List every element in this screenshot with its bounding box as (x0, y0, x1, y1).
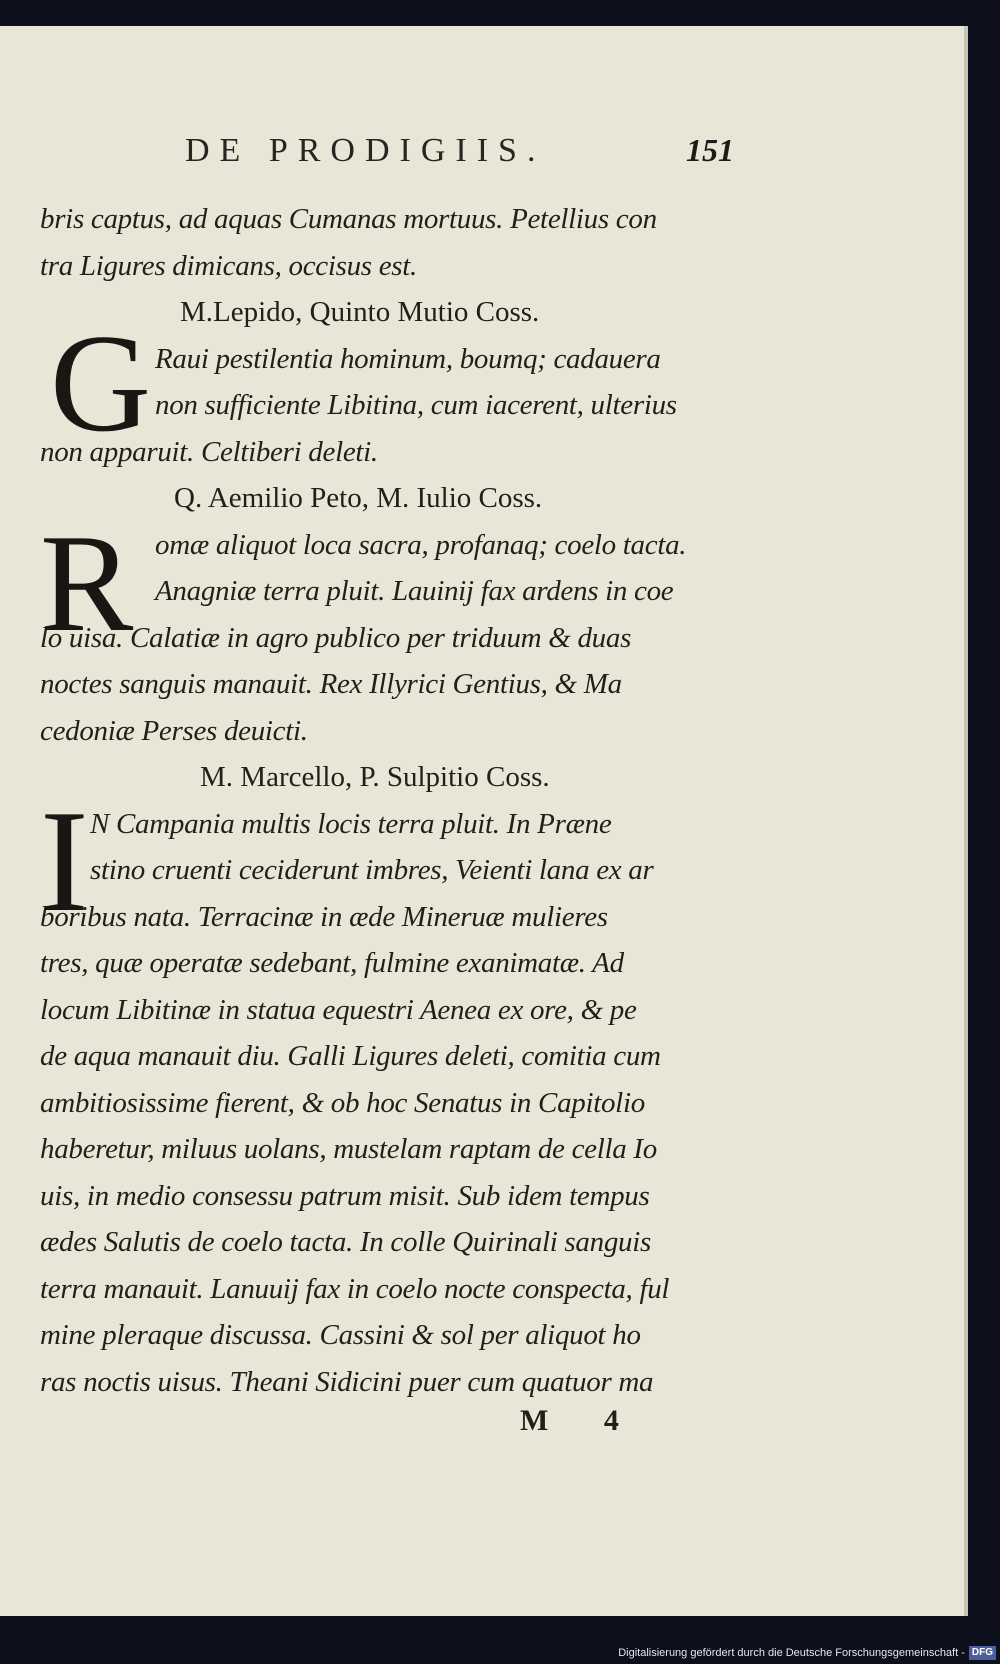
body-text (40, 196, 760, 1405)
book-page (0, 26, 968, 1616)
text-line: terra manauit. Lanuuij fax in coelo nocte conspecta, ful (40, 1272, 670, 1305)
drop-cap-r: R (40, 506, 134, 661)
text-line: uis, in medio consessu patrum misit. Sub idem tempus (40, 1179, 650, 1212)
text-line: ras noctis uisus. Theani Sidicini puer cum quatuor ma (40, 1365, 654, 1398)
footer-text: Digitalisierung gefördert durch die Deutsche Forschungsgemeinschaft - (618, 1647, 965, 1659)
text-line: non apparuit. Celtiberi deleti. (40, 435, 378, 468)
text-line: ambitiosissime fierent, & ob hoc Senatus in Capitolio (40, 1086, 645, 1119)
dfg-logo-icon: DFG (969, 1646, 996, 1660)
text-line: boribus nata. Terracinæ in æde Mineruæ mulieres (40, 900, 608, 933)
section-heading: M.Lepido, Quinto Mutio Coss. (180, 296, 540, 328)
text-line: Raui pestilentia hominum, boumq; cadauera (155, 342, 661, 375)
running-head (0, 132, 968, 182)
text-line: stino cruenti ceciderunt imbres, Veienti lana ex ar (90, 854, 654, 886)
drop-cap-g: G (50, 306, 152, 461)
text-line: Anagniæ terra pluit. Lauinij fax ardens in coe (155, 575, 674, 607)
text-line: tra Ligures dimicans, occisus est. (40, 249, 417, 282)
page-number: 151 (686, 132, 734, 168)
text-line: noctes sanguis manauit. Rex Illyrici Gentius, & Ma (40, 668, 622, 700)
drop-cap-i: I (40, 780, 89, 942)
text-line: de aqua manauit diu. Galli Ligures deleti, comitia cum (40, 1040, 661, 1072)
signature-mark: M 4 (520, 1404, 643, 1437)
text-line: lo uisa. Calatiæ in agro publico per triduum & duas (40, 621, 632, 654)
text-line: N Campania multis locis terra pluit. In Præne (90, 807, 612, 840)
running-title: DE PRODIGIIS. (185, 132, 546, 169)
text-line: omæ aliquot loca sacra, profanaq; coelo tacta. (155, 528, 687, 561)
text-line: haberetur, miluus uolans, mustelam raptam de cella Io (40, 1133, 657, 1165)
text-line: ædes Salutis de coelo tacta. In colle Quirinali sanguis (40, 1226, 651, 1258)
footer-credit (618, 1642, 996, 1664)
section-heading: M. Marcello, P. Sulpitio Coss. (200, 761, 550, 793)
section-heading: Q. Aemilio Peto, M. Iulio Coss. (174, 482, 543, 514)
text-line: non sufficiente Libitina, cum iacerent, ulterius (155, 389, 677, 421)
text-line: tres, quæ operatæ sedebant, fulmine exanimatæ. Ad (40, 947, 624, 979)
text-line: locum Libitinæ in statua equestri Aenea ex ore, & pe (40, 993, 637, 1026)
text-line: bris captus, ad aquas Cumanas mortuus. Petellius con (40, 203, 657, 235)
text-line: mine pleraque discussa. Cassini & sol per aliquot ho (40, 1319, 641, 1351)
text-line: cedoniæ Perses deuicti. (40, 714, 308, 747)
